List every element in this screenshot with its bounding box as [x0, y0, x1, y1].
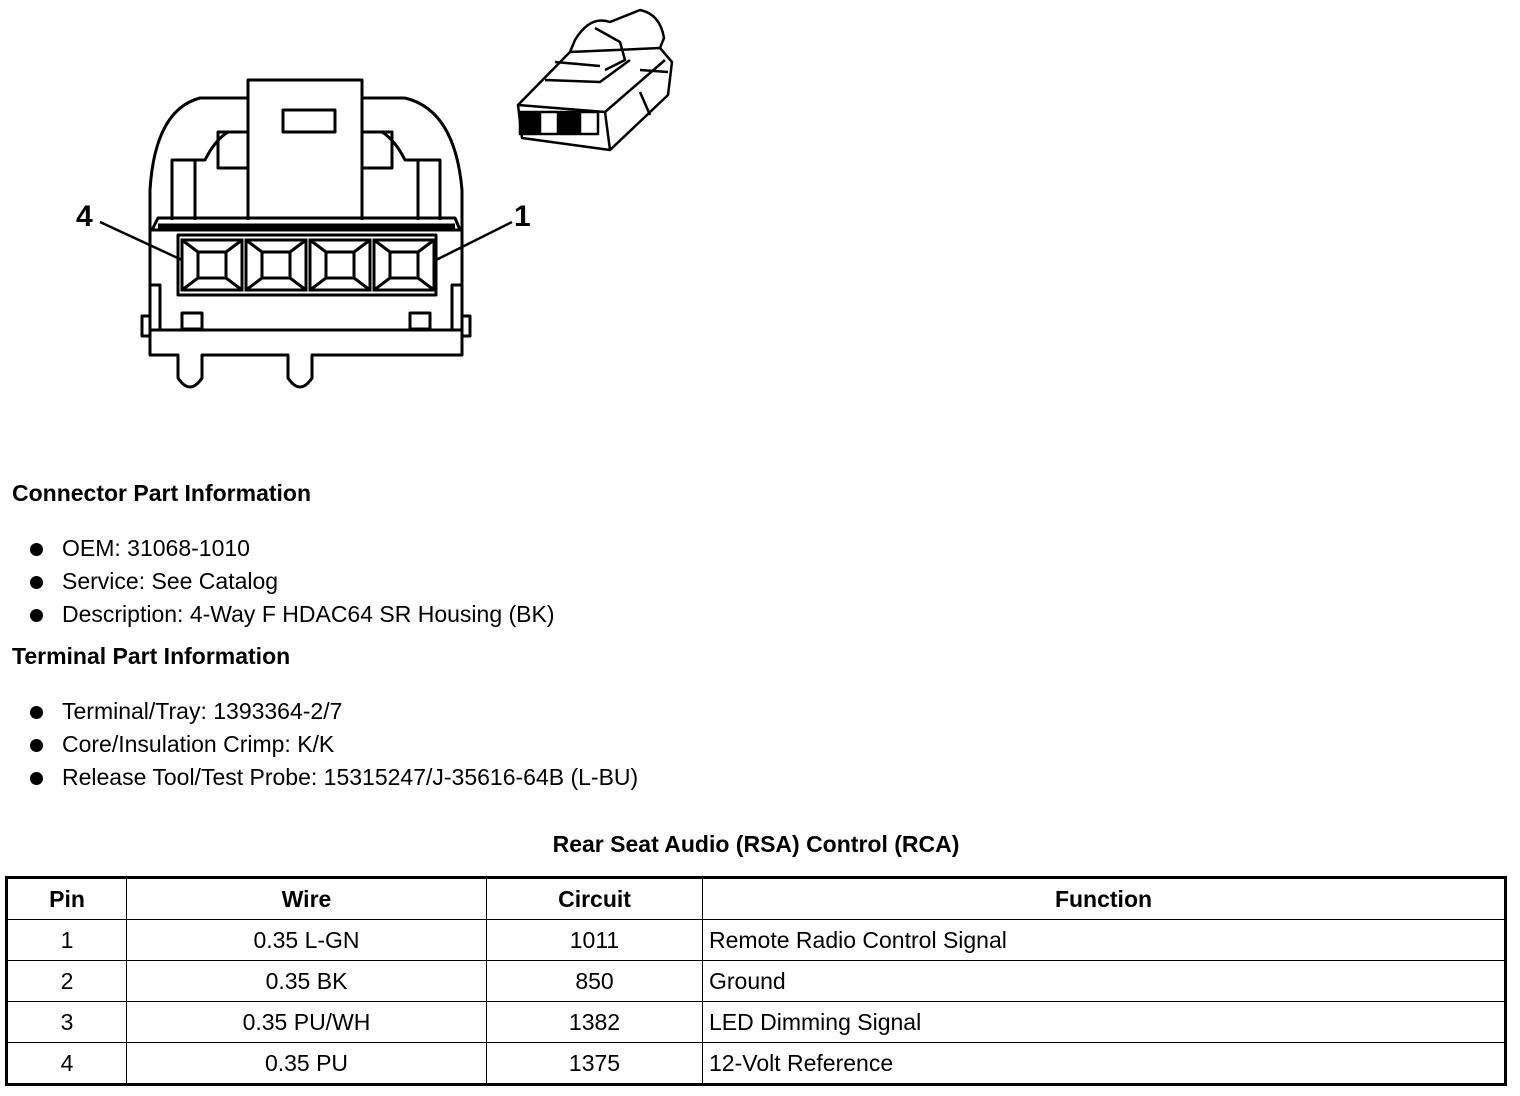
connector-diagram — [0, 0, 700, 420]
cell-circuit: 850 — [487, 961, 703, 1002]
cell-function: Remote Radio Control Signal — [703, 920, 1506, 961]
connector-isometric-view — [518, 10, 672, 150]
table-row — [7, 1002, 1506, 1043]
header-pin: Pin — [7, 878, 127, 920]
cell-pin: 4 — [7, 1043, 127, 1085]
cell-pin: 3 — [7, 1002, 127, 1043]
cell-pin: 2 — [7, 961, 127, 1002]
cell-wire: 0.35 PU — [127, 1043, 487, 1085]
header-function: Function — [703, 878, 1506, 920]
connector-part-info-title: Connector Part Information — [12, 480, 312, 506]
cavity-3 — [246, 240, 306, 290]
table-header-row — [7, 878, 1506, 920]
header-circuit: Circuit — [487, 878, 703, 920]
table-row — [7, 1043, 1506, 1085]
cell-wire: 0.35 L-GN — [127, 920, 487, 961]
table-row — [7, 961, 1506, 1002]
list-item: OEM: 31068-1010 — [30, 532, 555, 565]
list-item: Terminal/Tray: 1393364-2/7 — [30, 695, 638, 728]
cell-function: Ground — [703, 961, 1506, 1002]
table-row — [7, 920, 1506, 961]
terminal-part-info-list — [30, 695, 638, 794]
connector-part-info-list — [30, 532, 555, 631]
cell-pin: 1 — [7, 920, 127, 961]
cell-wire: 0.35 BK — [127, 961, 487, 1002]
cell-circuit: 1382 — [487, 1002, 703, 1043]
list-item: Core/Insulation Crimp: K/K — [30, 728, 638, 761]
list-item: Service: See Catalog — [30, 565, 555, 598]
terminal-part-info-title: Terminal Part Information — [12, 643, 291, 669]
list-item: Release Tool/Test Probe: 15315247/J-35616-64B (L-BU) — [30, 761, 638, 794]
header-wire: Wire — [127, 878, 487, 920]
cavity-4 — [182, 240, 242, 290]
pin-1-label: 1 — [514, 200, 531, 233]
cavity-2 — [310, 240, 370, 290]
pinout-table — [5, 876, 1507, 1086]
cavity-1 — [374, 240, 434, 290]
pinout-table-title: Rear Seat Audio (RSA) Control (RCA) — [552, 831, 960, 857]
cell-function: 12-Volt Reference — [703, 1043, 1506, 1085]
cell-circuit: 1011 — [487, 920, 703, 961]
cell-wire: 0.35 PU/WH — [127, 1002, 487, 1043]
cell-function: LED Dimming Signal — [703, 1002, 1506, 1043]
latch-window — [283, 110, 335, 132]
list-item: Description: 4-Way F HDAC64 SR Housing (BK) — [30, 598, 555, 631]
pin-4-label: 4 — [76, 200, 93, 233]
cell-circuit: 1375 — [487, 1043, 703, 1085]
